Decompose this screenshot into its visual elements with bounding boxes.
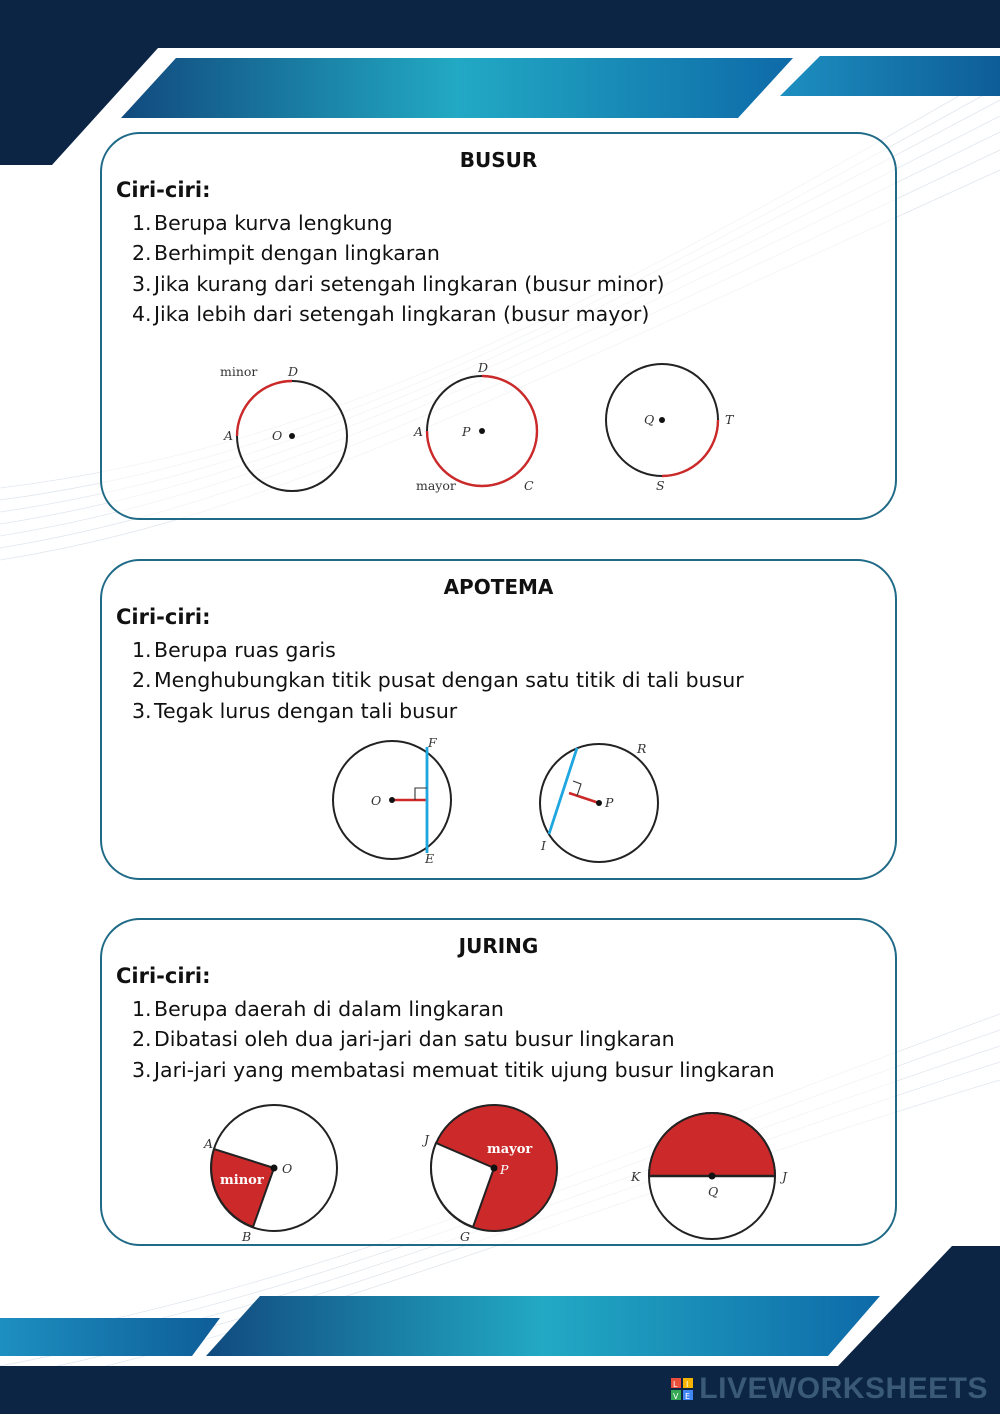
label-k: K	[631, 1169, 641, 1184]
card-juring	[100, 918, 897, 1246]
card-apotema	[100, 559, 897, 880]
feature-list	[132, 208, 665, 329]
apothem-figure-o	[317, 733, 467, 873]
card-subtitle: Ciri-ciri:	[116, 964, 211, 988]
label-e: E	[425, 851, 435, 866]
list-item: 3. Tegak lurus dengan tali busur	[132, 698, 458, 723]
label-c: C	[524, 478, 534, 493]
liveworksheets-icon	[671, 1378, 693, 1400]
apothem-figure-p	[527, 733, 687, 873]
label-f: F	[428, 735, 437, 750]
label-s: S	[656, 478, 665, 493]
card-subtitle: Ciri-ciri:	[116, 605, 211, 629]
card-title: BUSUR	[459, 148, 538, 172]
svg-text:V: V	[673, 1392, 679, 1400]
label-d: D	[478, 360, 489, 375]
label-j: J	[424, 1132, 430, 1147]
brand-name: LIVEWORKSHEETS	[699, 1372, 988, 1405]
label-o: O	[371, 793, 382, 808]
label-a: A	[204, 1136, 214, 1151]
list-item: 1. Berupa daerah di dalam lingkaran	[132, 997, 504, 1021]
arc-st-figure	[592, 356, 752, 496]
label-minor: minor	[220, 364, 258, 379]
svg-text:I: I	[686, 1380, 689, 1389]
list-item: 3. Jika kurang dari setengah lingkaran (busur minor)	[132, 271, 665, 296]
list-item: 1. Berupa kurva lengkung	[132, 211, 393, 235]
major-arc-figure	[402, 356, 552, 506]
label-o: O	[272, 428, 283, 443]
label-b: B	[242, 1229, 252, 1244]
card-busur	[100, 132, 897, 520]
label-g: G	[460, 1229, 470, 1244]
minor-sector-figure	[192, 1100, 352, 1248]
label-i: I	[541, 838, 546, 853]
list-item: 2. Berhimpit dengan lingkaran	[132, 241, 440, 266]
minor-arc-figure	[212, 359, 362, 499]
label-d: D	[288, 364, 299, 379]
label-q: Q	[708, 1184, 719, 1199]
label-a: A	[414, 424, 424, 439]
svg-text:E: E	[685, 1392, 691, 1400]
label-o: O	[282, 1161, 293, 1176]
liveworksheets-logo	[671, 1372, 988, 1406]
label-p: P	[500, 1162, 509, 1177]
label-mayor: mayor	[416, 478, 456, 493]
list-item: 2. Menghubungkan titik pusat dengan satu titik di tali busur	[132, 668, 744, 693]
label-r: R	[637, 741, 647, 756]
major-sector-figure	[412, 1100, 572, 1248]
card-title: JURING	[458, 934, 539, 958]
card-subtitle: Ciri-ciri:	[116, 178, 211, 202]
feature-list	[132, 635, 744, 726]
feature-list	[132, 994, 775, 1085]
label-minor: minor	[220, 1173, 264, 1188]
card-title: APOTEMA	[443, 575, 554, 599]
list-item: 1. Berupa ruas garis	[132, 638, 336, 662]
list-item: 2. Dibatasi oleh dua jari-jari dan satu busur lingkaran	[132, 1027, 675, 1052]
label-p: P	[462, 424, 471, 439]
label-t: T	[725, 412, 734, 427]
label-mayor: mayor	[487, 1142, 533, 1157]
list-item: 4. Jika lebih dari setengah lingkaran (busur mayor)	[132, 301, 650, 326]
label-q: Q	[644, 412, 655, 427]
svg-text:L: L	[673, 1380, 678, 1389]
label-a: A	[224, 428, 234, 443]
label-j: J	[782, 1169, 788, 1184]
semicircle-sector-figure	[622, 1100, 802, 1248]
label-p: P	[605, 795, 614, 810]
list-item: 3. Jari-jari yang membatasi memuat titik ujung busur lingkaran	[132, 1057, 775, 1082]
